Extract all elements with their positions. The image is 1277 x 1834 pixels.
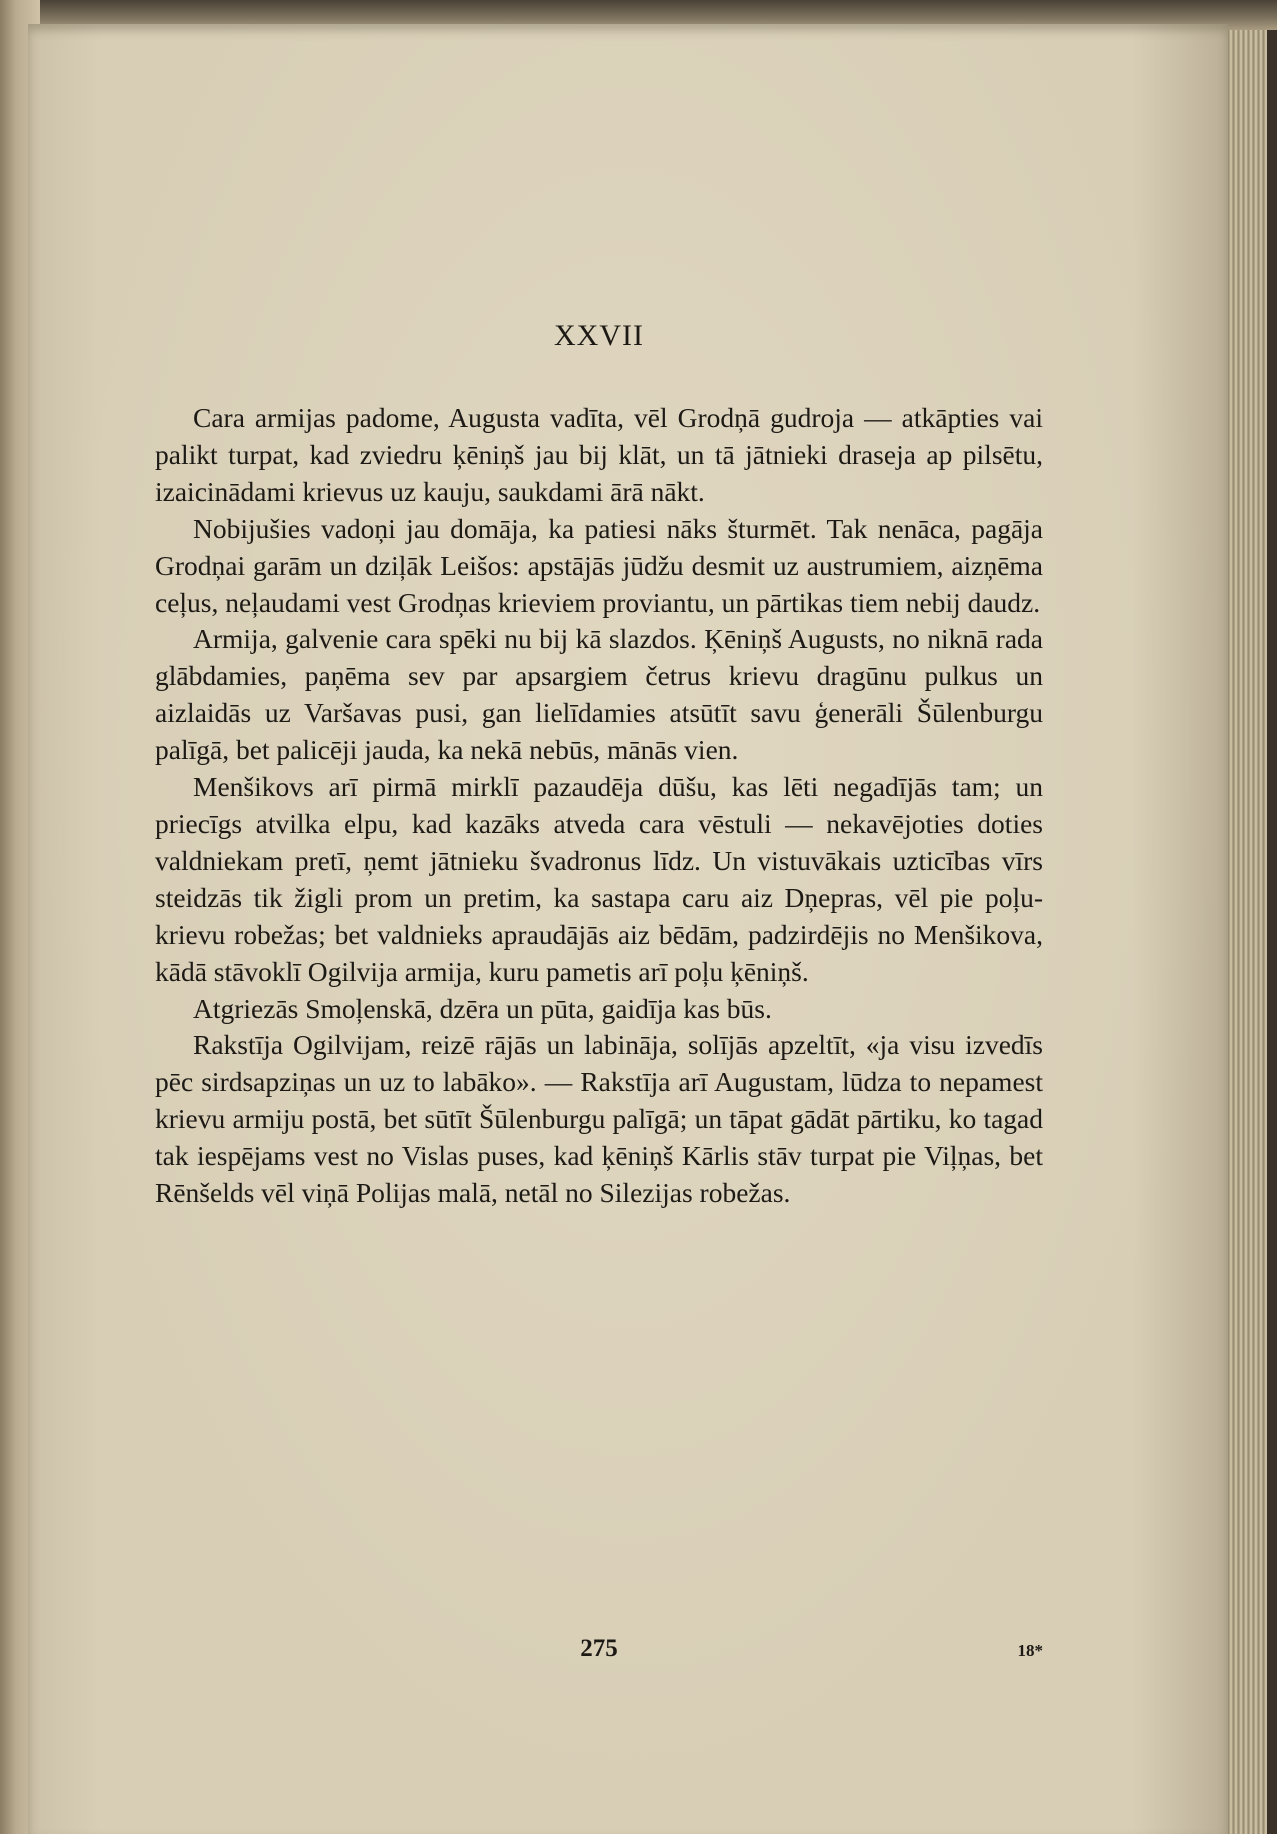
chapter-heading: XXVII (554, 319, 644, 352)
paragraph: Cara armijas padome, Augusta vadīta, vēl Grodņā gudroja — atkāpties vai palikt turpat, kad zviedru ķēniņš jau bij klāt, un tā jātnieki draseja ap pilsētu, izaicinādami krievus uz kauju, saukdami ārā nākt. (155, 402, 1043, 507)
book-cover-edge (1267, 30, 1277, 1834)
page-content (155, 316, 1043, 1212)
paragraph: Atgriezās Smoļenskā, dzēra un pūta, gaidīja kas būs. (193, 992, 772, 1024)
paragraph: Rakstīja Ogilvijam, reizē rājās un labināja, solījās apzeltīt, «ja visu izvedīs pēc sirdsapziņas un uz to labāko». — Rakstīja arī Augustam, lūdza to nepamest krievu armiju postā, bet sūtīt Šūlenburgu palīgā; un tāpat gādāt pārtiku, ko tagad tak iespējams vest no Vislas puses, kad ķēniņš Kārlis stāv turpat pie Viļņas, bet Rēnšelds vēl viņā Polijas malā, netāl no Silezijas robežas. (155, 1029, 1043, 1209)
book-page-stack-edge (1225, 30, 1277, 1834)
page-footer (155, 1635, 1043, 1675)
page-number: 275 (580, 1635, 618, 1662)
signature-mark: 18* (1017, 1641, 1043, 1660)
paragraph: Nobijušies vadoņi jau domāja, ka patiesi nāks šturmēt. Tak nenāca, pagāja Grodņai garām un dziļāk Leišos: apstājās jūdžu desmit uz austrumiem, aizņēma ceļus, neļaudami vest Grodņas krieviem proviantu, un pārtikas tiem nebij daudz. (155, 512, 1043, 618)
paragraph: Menšikovs arī pirmā mirklī pazaudēja dūšu, kas lēti negadījās tam; un priecīgs atvilka elpu, kad kazāks atveda cara vēstuli — nekavējoties doties valdniekam pretī, ņemt jātnieku švadronus līdz. Un vistuvākais uzticības vīrs steidzās tik žigli prom un pretim, ka sastapa caru aiz Dņepras, vēl pie poļu-krievu robežas; bet valdnieks apraudājās aiz bēdām, padzirdējis no Menšikova, kādā stāvoklī Ogilvija armija, kuru pametis arī poļu ķēniņš. (155, 771, 1043, 987)
paragraph: Armija, galvenie cara spēki nu bij kā slazdos. Ķēniņš Augusts, no niknā rada glābdamies, paņēma sev par apsargiem četrus krievu dragūnu pulkus un aizlaidās uz Varšavas pusi, gan lielīdamies atsūtīt savu ģenerāli Šūlenburgu palīgā, bet palicēji jauda, ka nekā nebūs, mānās vien. (155, 623, 1043, 766)
